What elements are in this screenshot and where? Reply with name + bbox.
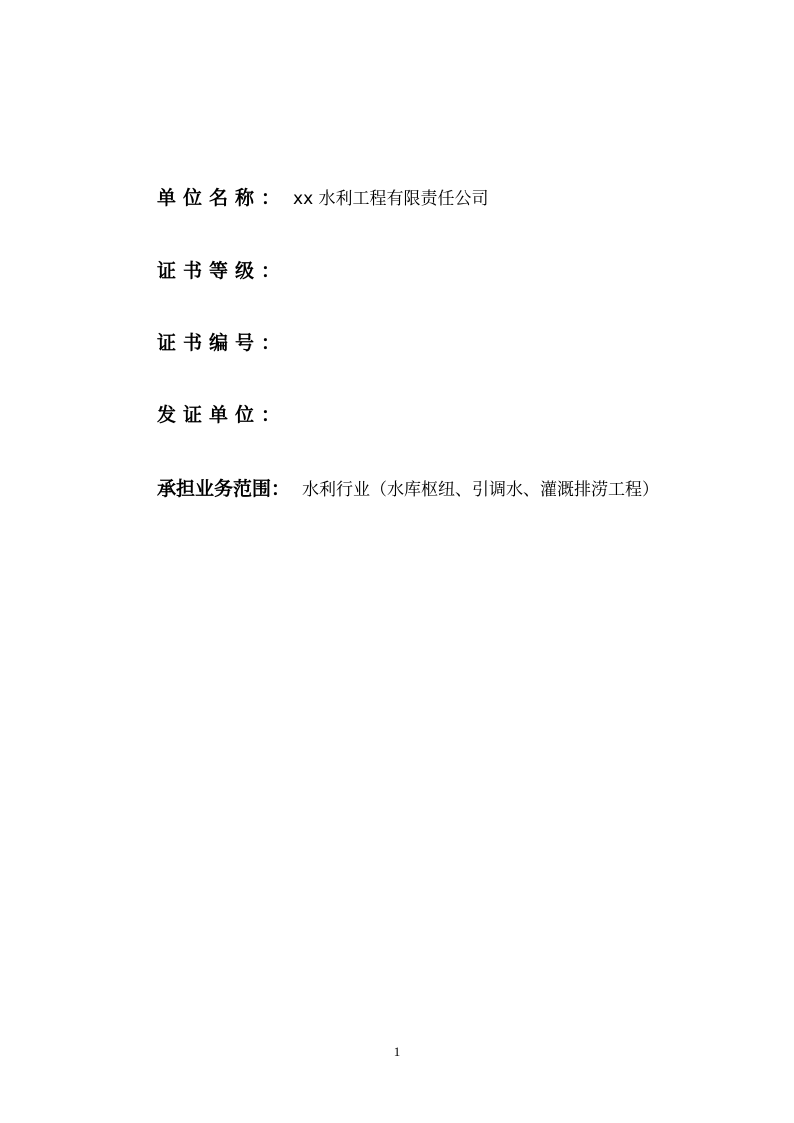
field-label-issuing-authority: 发证单位： xyxy=(157,403,288,426)
field-value-business-scope: 水利行业（水库枢纽、引调水、灌溉排涝工程） xyxy=(302,479,660,500)
page-number: 1 xyxy=(393,1044,401,1059)
field-certificate-grade xyxy=(157,254,293,284)
field-label-business-scope: 承担业务范围： xyxy=(157,477,291,500)
field-business-scope xyxy=(157,472,659,502)
field-label-certificate-grade: 证书等级： xyxy=(157,259,288,282)
field-label-company-name: 单位名称： xyxy=(157,186,288,209)
field-certificate-number xyxy=(157,326,293,356)
field-label-certificate-number: 证书编号： xyxy=(157,331,288,354)
field-company-name xyxy=(157,181,489,211)
field-value-company-name: xx 水利工程有限责任公司 xyxy=(293,188,489,209)
field-issuing-authority xyxy=(157,398,293,428)
